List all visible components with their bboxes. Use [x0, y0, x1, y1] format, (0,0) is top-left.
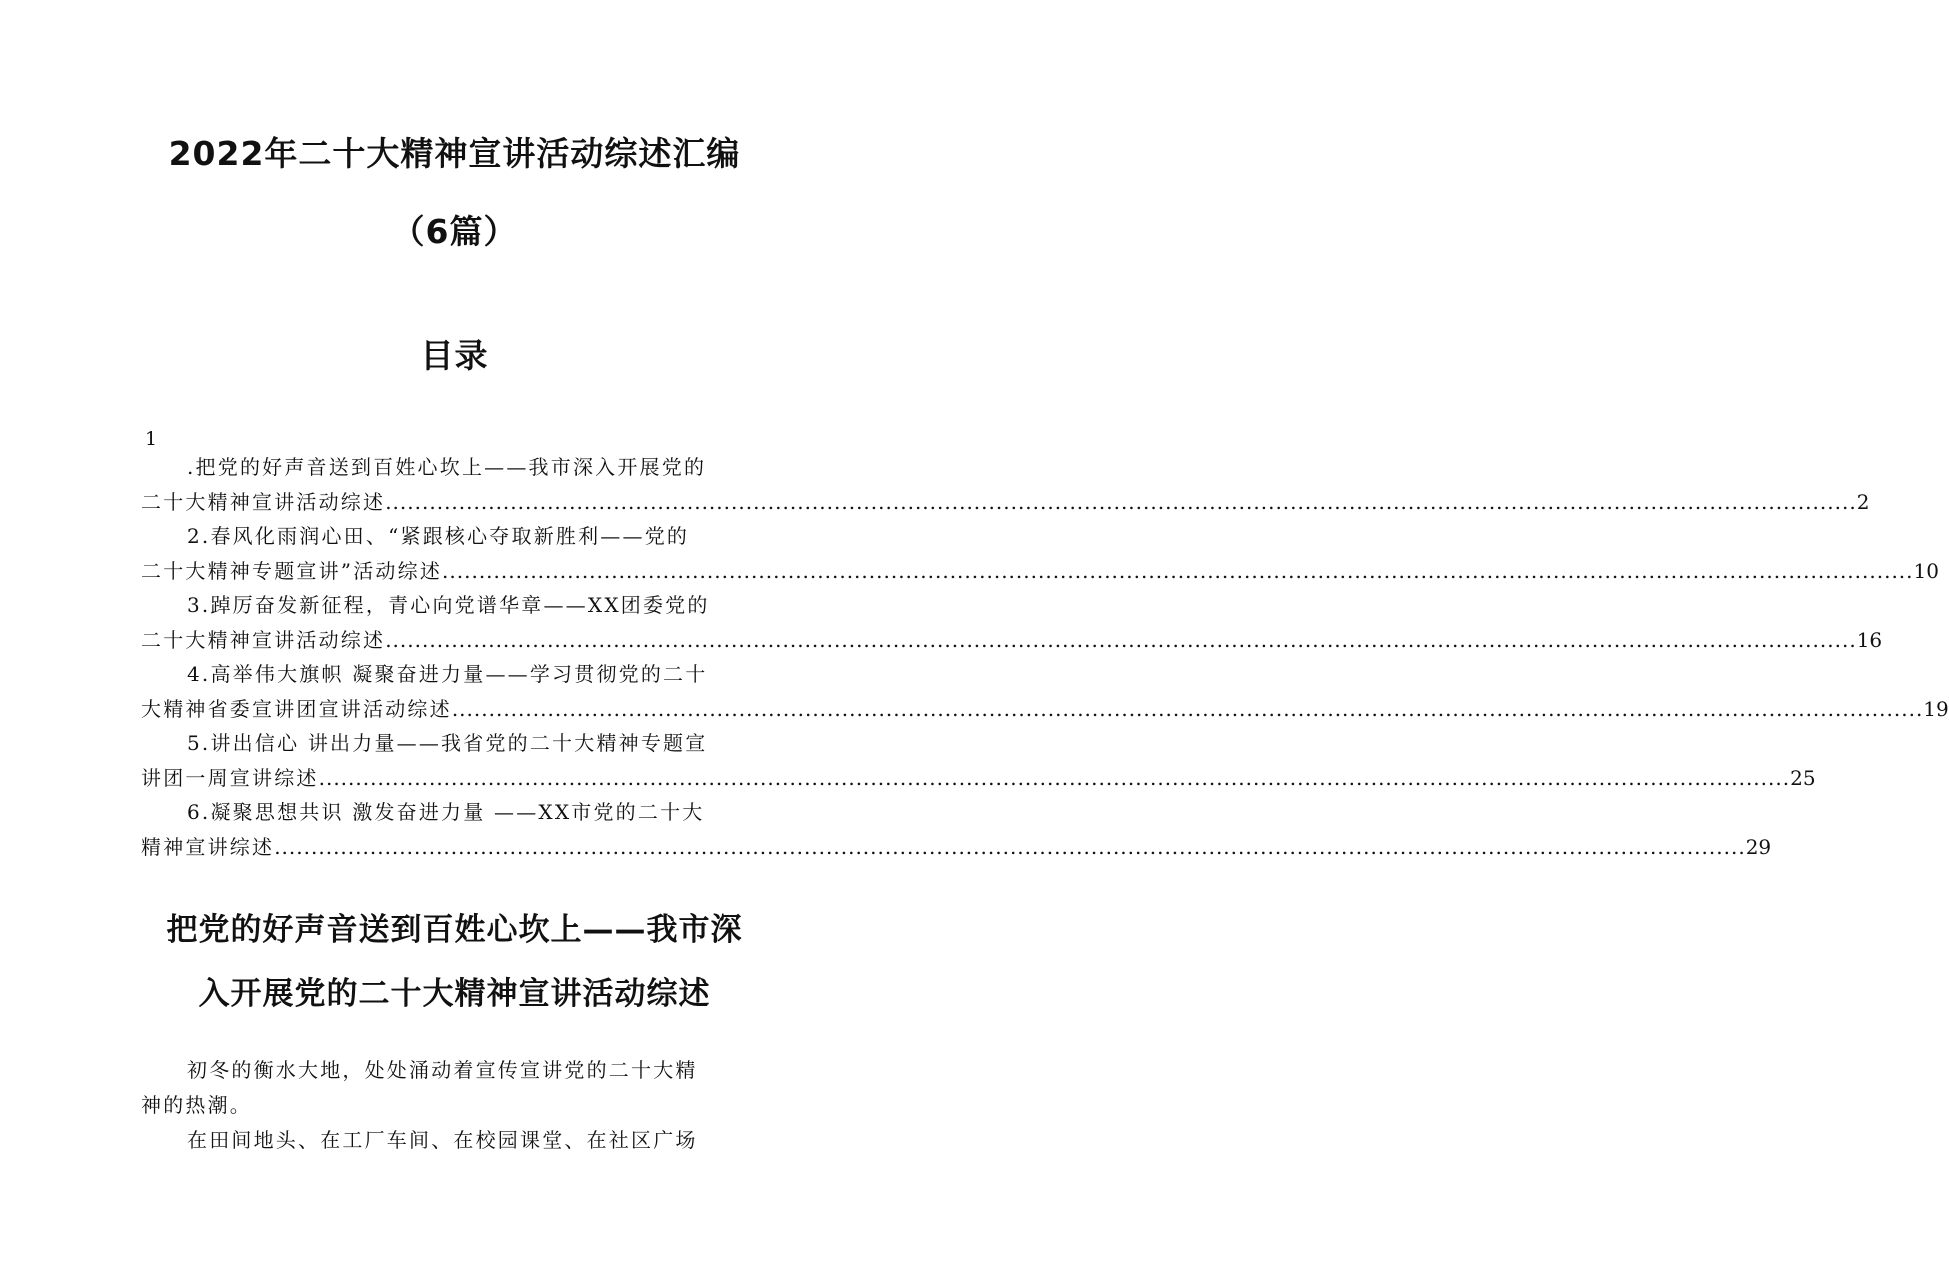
toc-entry-title-cont: 大精神省委宣讲团宣讲活动综述 — [141, 696, 452, 721]
paragraph-text: 在田间地头、在工厂车间、在校园课堂、在社区广场 — [187, 1128, 698, 1152]
toc-entry-title: 5.讲出信心 讲出力量——我省党的二十大精神专题宣 — [187, 731, 708, 755]
toc-leader-dots: ........................................................................................................................................................................................................ — [318, 765, 1791, 790]
toc-leader-dots: ........................................................................................................................................................................................................ — [451, 696, 1924, 721]
toc-entry-line1[interactable] — [141, 521, 769, 551]
paragraph-line — [141, 1125, 769, 1155]
document-subtitle: （6篇） — [391, 212, 518, 251]
paragraph-text: 神的热潮。 — [141, 1093, 252, 1117]
toc-page-number: 2 — [1856, 489, 1870, 514]
toc-entry-line1[interactable] — [141, 590, 769, 620]
toc-entry-line1[interactable] — [141, 659, 769, 689]
toc-entry-line1[interactable] — [141, 728, 769, 758]
toc-leader-dots: ........................................................................................................................................................................................................ — [385, 489, 1857, 514]
toc-entry-title-cont: 二十大精神宣讲活动综述 — [141, 627, 386, 652]
article-title-line2: 入开展党的二十大精神宣讲活动综述 — [198, 976, 711, 1012]
toc-entry-line2[interactable] — [141, 625, 1883, 655]
toc-entry-title-cont: 二十大精神专题宣讲”活动综述 — [141, 558, 443, 583]
toc-entry-line2[interactable] — [141, 694, 1949, 724]
toc-entry-title: 4.高举伟大旗帜 凝聚奋进力量——学习贯彻党的二十 — [187, 662, 708, 686]
toc-entry-title-cont: 二十大精神宣讲活动综述 — [141, 489, 386, 514]
toc-entry-title: 6.凝聚思想共识 激发奋进力量 ——XX市党的二十大 — [187, 800, 705, 824]
toc-entry-line1[interactable] — [141, 797, 769, 827]
toc-entry-title: 2.春风化雨润心田、“紧跟核心夺取新胜利——党的 — [187, 524, 690, 548]
toc-entry-line1[interactable] — [141, 452, 769, 482]
toc-heading: 目录 — [420, 336, 489, 375]
toc-entry-title-cont: 讲团一周宣讲综述 — [141, 765, 319, 790]
toc-entry-title-cont: 精神宣讲综述 — [141, 834, 275, 859]
article-title-line1: 把党的好声音送到百姓心坎上——我市深 — [166, 912, 743, 948]
toc-entry-title: 3.踔厉奋发新征程，青心向党谱华章——XX团委党的 — [187, 593, 710, 617]
toc-number-prefix: 1 — [145, 428, 158, 450]
toc-page-number: 19 — [1923, 696, 1949, 721]
paragraph-text: 初冬的衡水大地，处处涌动着宣传宣讲党的二十大精 — [187, 1058, 698, 1082]
toc-entry-title: .把党的好声音送到百姓心坎上——我市深入开展党的 — [187, 455, 707, 479]
document-title: 2022年二十大精神宣讲活动综述汇编 — [168, 134, 741, 173]
toc-page-number: 25 — [1790, 765, 1816, 790]
toc-entry-line2[interactable] — [141, 556, 1939, 586]
toc-entry-line2[interactable] — [141, 763, 1816, 793]
paragraph-line — [141, 1055, 769, 1085]
toc-leader-dots: ........................................................................................................................................................................................................ — [385, 627, 1857, 652]
toc-page-number: 10 — [1913, 558, 1939, 583]
toc-page-number: 16 — [1856, 627, 1883, 652]
toc-leader-dots: ........................................................................................................................................................................................................ — [442, 558, 1914, 583]
toc-entry-line2[interactable] — [141, 487, 1870, 517]
paragraph-line — [141, 1090, 769, 1120]
toc-leader-dots: ........................................................................................................................................................................................................ — [274, 834, 1746, 859]
toc-entry-line2[interactable] — [141, 832, 1772, 862]
toc-page-number: 29 — [1745, 834, 1772, 859]
